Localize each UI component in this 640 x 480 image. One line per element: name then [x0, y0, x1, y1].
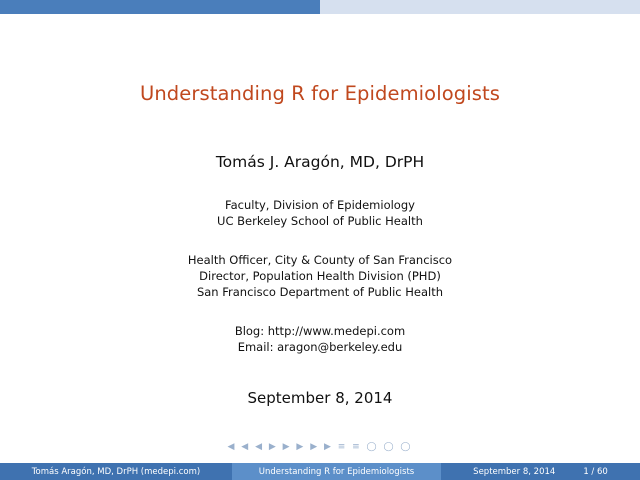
slide-footer: [0, 463, 640, 480]
navigation-controls[interactable]: ◀ ◀ ◀ ▶ ▶ ▶ ▶ ▶ ≡ ≡ ◯ ◯ ◯: [227, 442, 413, 452]
presentation-date: September 8, 2014: [247, 389, 393, 408]
contact-email[interactable]: Email: aragon@berkeley.edu: [237, 339, 403, 354]
footer-page-number: 1 / 60: [583, 466, 608, 477]
page-title: Understanding R for Epidemiologists: [139, 82, 501, 105]
footer-title: Understanding R for Epidemiologists: [232, 463, 441, 480]
footer-date: September 8, 2014: [473, 466, 556, 477]
top-bar-light-segment: [320, 0, 640, 14]
contact-block: [0, 323, 640, 356]
contact-blog[interactable]: Blog: http://www.medepi.com: [234, 323, 406, 338]
footer-right: [441, 463, 640, 480]
affiliation-block: [0, 197, 640, 230]
slide-content: [0, 14, 640, 454]
footer-author: Tomás Aragón, MD, DrPH (medepi.com): [0, 463, 232, 480]
affiliation-line-1: Faculty, Division of Epidemiology: [225, 198, 415, 212]
roles-block: [0, 252, 640, 301]
affiliation-line-2: UC Berkeley School of Public Health: [217, 214, 423, 229]
role-line-1: Health Officer, City & County of San Francisco: [187, 252, 453, 267]
top-decoration-bar: [0, 0, 640, 14]
author-name: Tomás J. Aragón, MD, DrPH: [215, 153, 425, 171]
role-line-2: Director, Population Health Division (PHD): [199, 268, 441, 283]
top-bar-dark-segment: [0, 0, 320, 14]
role-line-3: San Francisco Department of Public Health: [196, 285, 444, 300]
